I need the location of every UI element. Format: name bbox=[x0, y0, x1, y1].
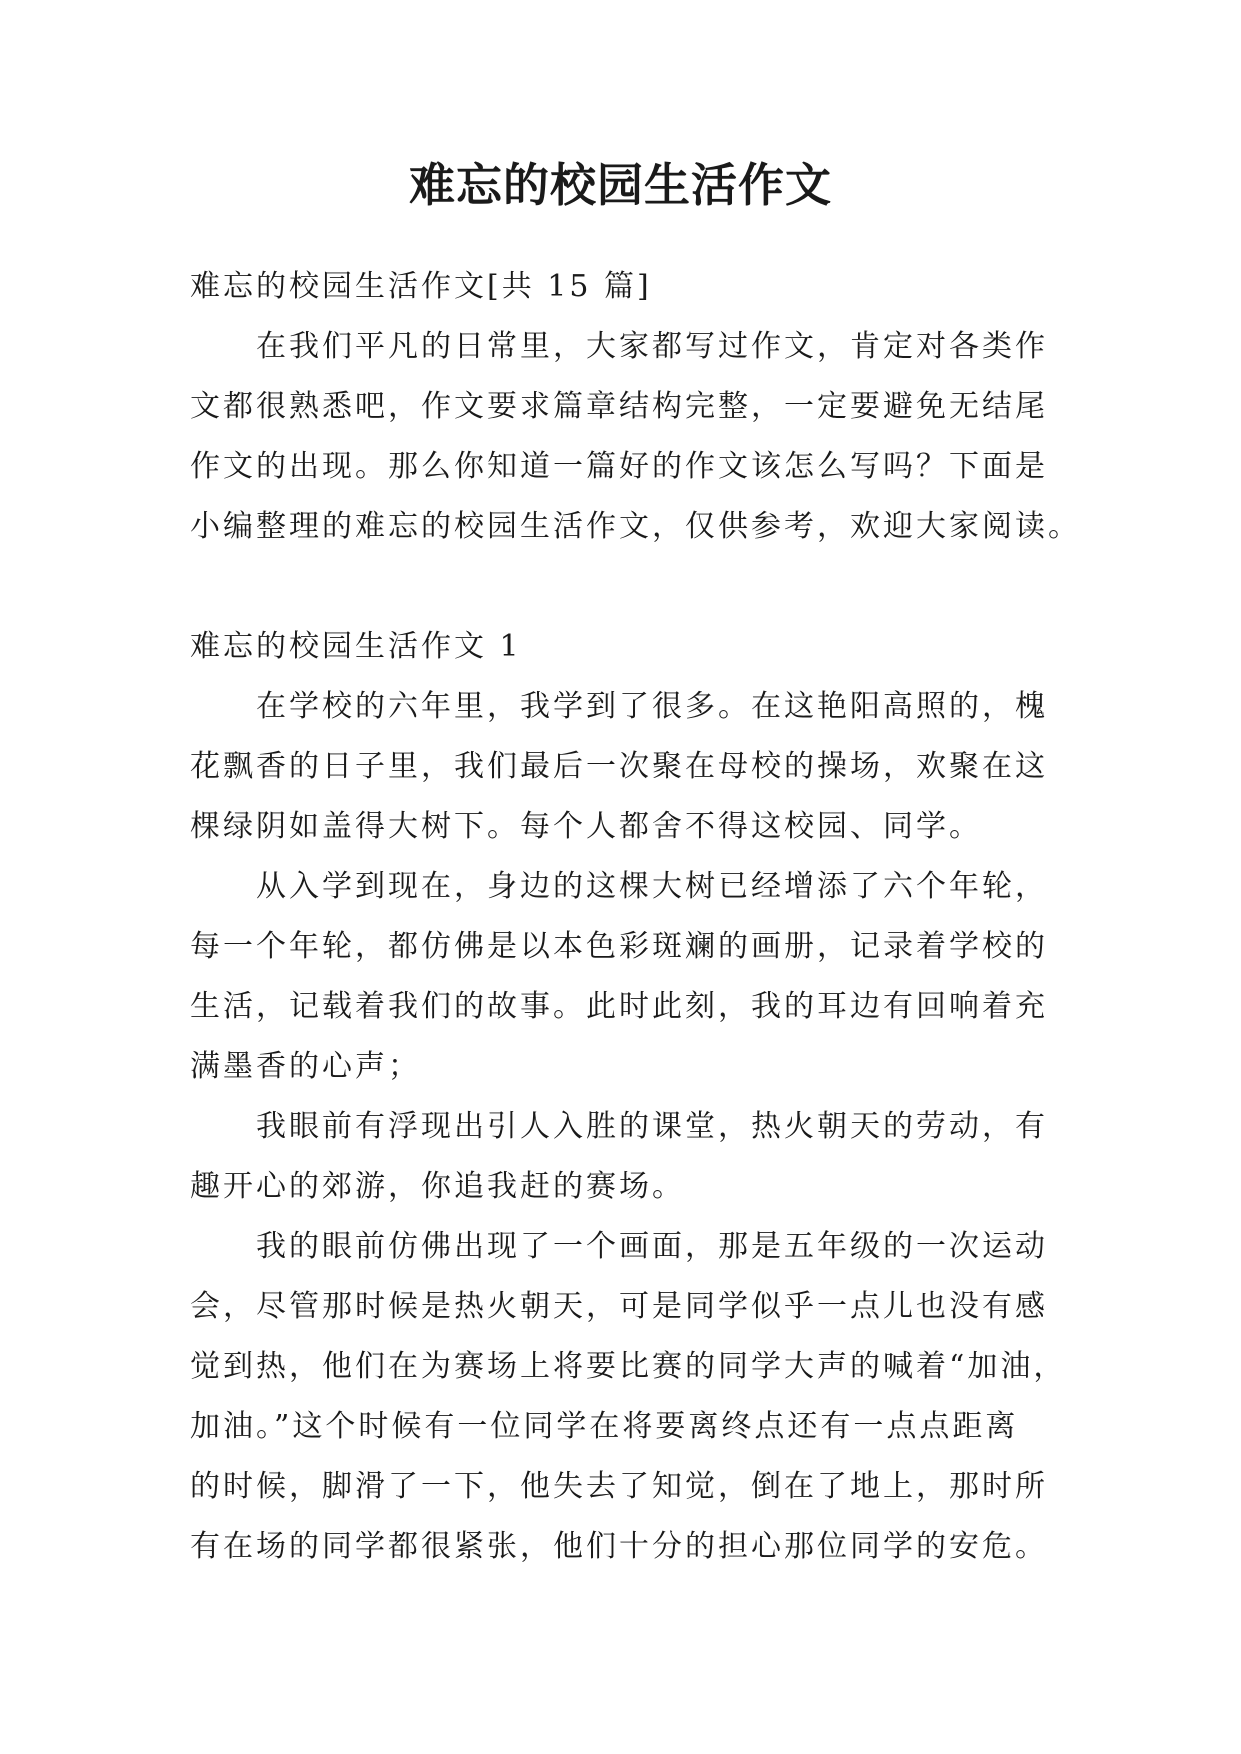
document-body bbox=[190, 257, 1081, 1577]
text-line: 生活，记载着我们的故事。此时此刻，我的耳边有回响着充 bbox=[190, 989, 1048, 1024]
text-line: 的时候，脚滑了一下，他失去了知觉，倒在了地上，那时所 bbox=[190, 1469, 1048, 1504]
section-heading bbox=[190, 257, 1060, 317]
text-line: 在学校的六年里，我学到了很多。在这艳阳高照的，槐 bbox=[256, 689, 1048, 724]
text-line: 花飘香的日子里，我们最后一次聚在母校的操场，欢聚在这 bbox=[190, 749, 1048, 784]
text-line: 有在场的同学都很紧张，他们十分的担心那位同学的安危。 bbox=[190, 1529, 1048, 1564]
blank-line bbox=[190, 557, 1060, 617]
text-line: 加油。”这个时候有一位同学在将要离终点还有一点点距离 bbox=[190, 1409, 1019, 1444]
text-line: 从入学到现在，身边的这棵大树已经增添了六个年轮， bbox=[256, 869, 1048, 904]
text-line: 在我们平凡的日常里，大家都写过作文，肯定对各类作 bbox=[256, 329, 1048, 364]
text-line: 作文的出现。那么你知道一篇好的作文该怎么写吗？下面是 bbox=[190, 449, 1048, 484]
text-line: 难忘的校园生活作文[共 15 篇] bbox=[190, 269, 652, 304]
paragraph bbox=[190, 857, 1060, 1097]
text-line: 满墨香的心声； bbox=[190, 1049, 421, 1084]
paragraph bbox=[190, 317, 1081, 557]
section-heading bbox=[190, 617, 1060, 677]
text-line: 我的眼前仿佛出现了一个画面，那是五年级的一次运动 bbox=[256, 1229, 1048, 1264]
text-line: 我眼前有浮现出引人入胜的课堂，热火朝天的劳动，有 bbox=[256, 1109, 1048, 1144]
text-line: 趣开心的郊游，你追我赶的赛场。 bbox=[190, 1169, 685, 1204]
text-line: 棵绿阴如盖得大树下。每个人都舍不得这校园、同学。 bbox=[190, 809, 982, 844]
text-line: 小编整理的难忘的校园生活作文，仅供参考，欢迎大家阅读。 bbox=[190, 509, 1081, 544]
paragraph bbox=[190, 677, 1060, 857]
document-title: 难忘的校园生活作文 bbox=[409, 158, 832, 212]
text-line: 每一个年轮，都仿佛是以本色彩斑斓的画册，记录着学校的 bbox=[190, 929, 1048, 964]
paragraph bbox=[190, 1097, 1060, 1217]
text-line: 觉到热，他们在为赛场上将要比赛的同学大声的喊着“加油， bbox=[190, 1349, 1067, 1384]
text-line: 文都很熟悉吧，作文要求篇章结构完整，一定要避免无结尾 bbox=[190, 389, 1048, 424]
text-line: 会，尽管那时候是热火朝天，可是同学似乎一点儿也没有感 bbox=[190, 1289, 1048, 1324]
text-line: 难忘的校园生活作文 1 bbox=[190, 629, 522, 664]
paragraph bbox=[190, 1217, 1067, 1577]
